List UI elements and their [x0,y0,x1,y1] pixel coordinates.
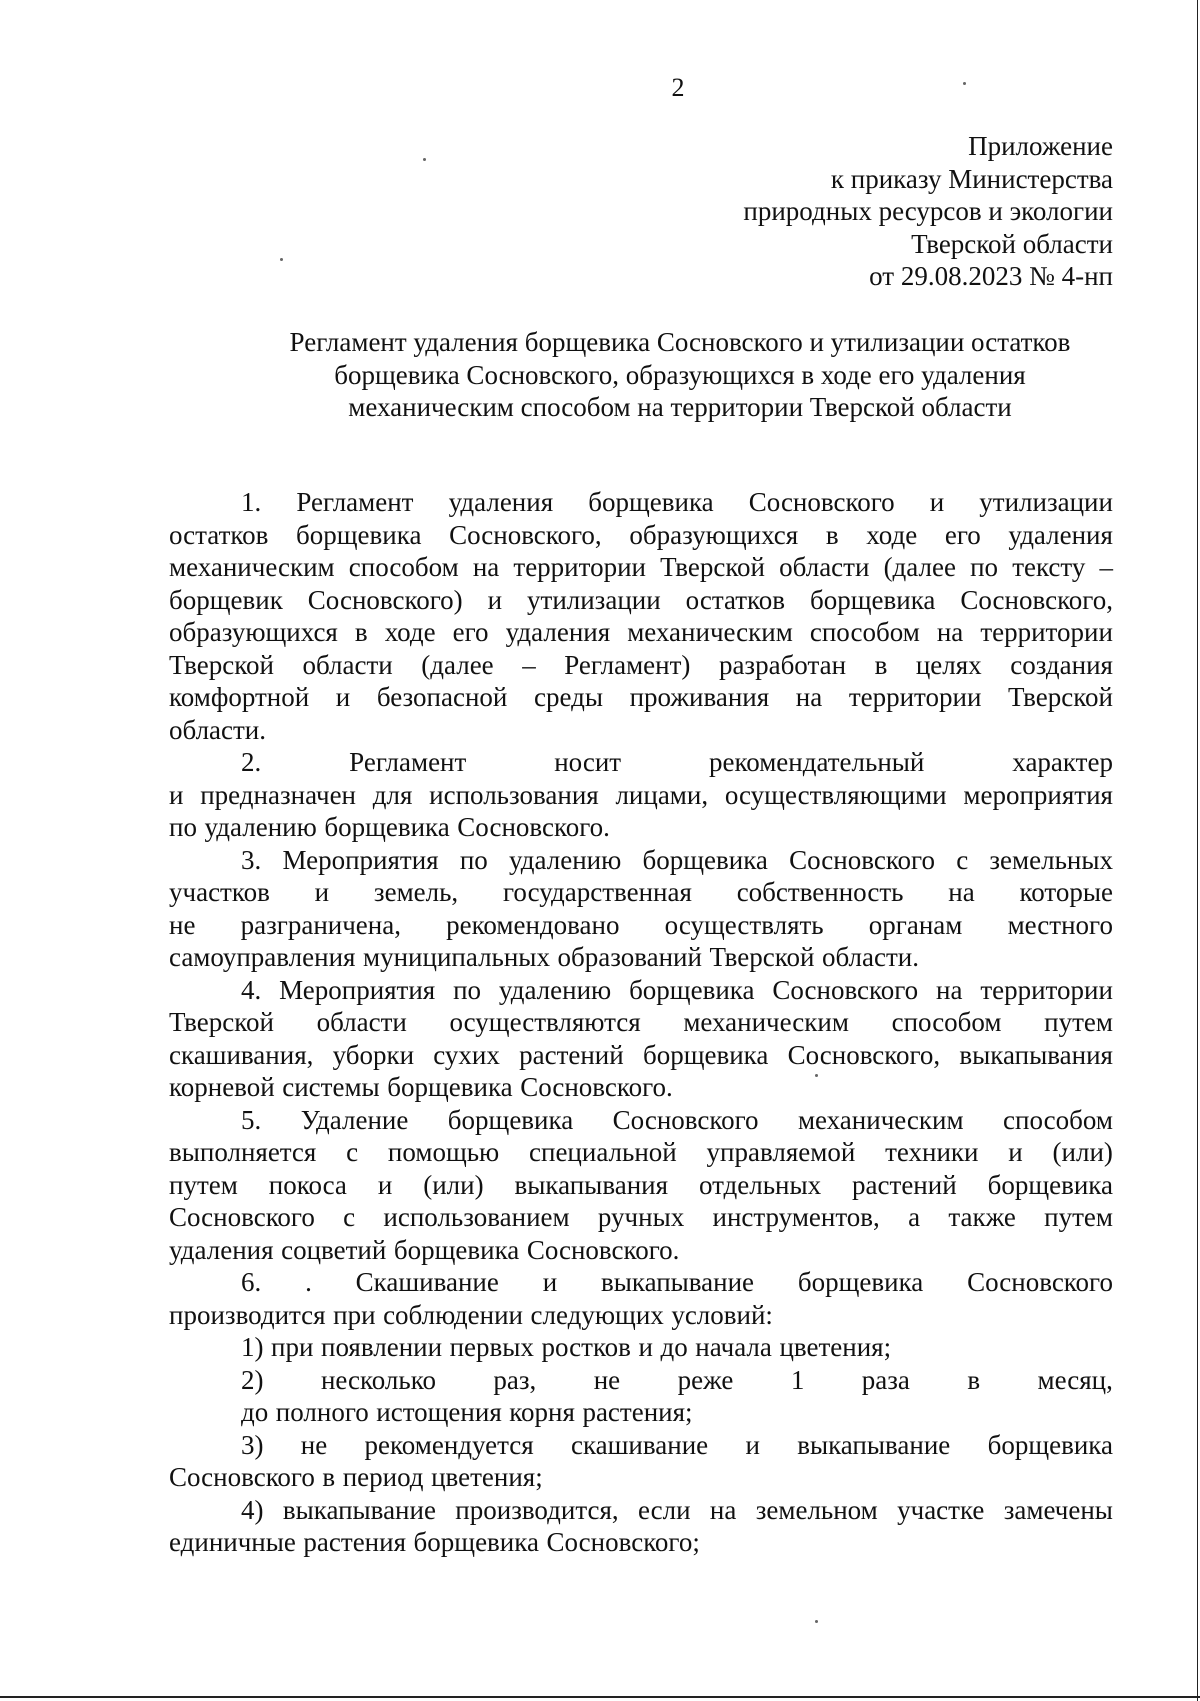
body-word: Сосновского) [307,584,463,615]
body-word: – [1099,552,1113,582]
body-word: борщевика [797,1267,924,1297]
body-word: борщевика [642,1039,769,1070]
body-word: борщевика [393,1234,520,1265]
body-word: условий: [671,1299,773,1330]
body-word: растения [303,1527,406,1557]
body-line [169,1494,1113,1527]
body-line [169,584,1113,617]
body-word: в [322,1462,336,1492]
body-line [169,1299,1113,1332]
body-word: и [335,682,351,712]
body-word: не [593,1364,621,1395]
body-line [169,909,1113,942]
body-word: Сосновского [169,1462,315,1492]
title-line: борщевика Сосновского, образующихся в ходе его удаления [334,359,1026,390]
appendix-line: от 29.08.2023 № 4-нп [869,261,1113,291]
body-line [169,616,1113,649]
body-word: и [542,1267,558,1297]
body-word: на [948,877,975,907]
body-word: инструментов, [712,1202,880,1232]
body-word: с [343,1202,356,1232]
body-word: истощения [376,1397,502,1427]
body-word: ходе [866,519,918,550]
body-word: осуществляющими [724,779,947,810]
body-word: удалению [508,844,622,875]
body-word: самоуправления [169,942,356,972]
body-word: сухих [433,1039,500,1070]
body-word: 6. [241,1267,262,1297]
body-word: 5. [241,1104,262,1135]
body-word: Сосновского; [546,1527,700,1557]
body-word: (или) [423,1169,484,1200]
title-line: механическим способом на территории Тверской области [348,392,1012,422]
body-word: создания [1010,649,1113,680]
body-word: которые [1019,877,1113,907]
body-word: территории [980,617,1113,647]
body-word: производится, [455,1494,619,1525]
body-word: не [169,909,196,940]
body-line [169,811,1113,844]
body-word: Сосновского [967,1267,1113,1297]
body-word: 1) [241,1332,264,1362]
body-word: остатков [685,584,786,615]
body-word: Скашивание [355,1267,499,1297]
body-word: способом [1003,1104,1113,1135]
body-word: образований [557,942,702,972]
body-word: Тверской [1008,682,1113,712]
body-word: при [271,1332,314,1362]
body-line [169,1526,1113,1559]
body-word: Тверской [169,649,274,680]
body-word: и [487,584,503,615]
body-word: участке [897,1494,985,1525]
body-word: . [305,1267,312,1297]
body-word: соцветий [281,1234,387,1265]
body-word: способом [348,552,459,582]
body-word: выкапывание [282,1494,436,1525]
body-word: Сосновского [169,1202,315,1232]
body-word: проживания [629,682,770,712]
body-word: по [459,844,488,875]
body-word: разграничена, [240,909,401,940]
body-word: земель, [373,877,459,907]
body-word: территории [848,682,982,712]
body-word: по [970,552,999,582]
body-word: образующихся [629,519,799,550]
body-word: в [354,617,368,647]
body-word: территории [513,552,646,582]
body-word: Сосновского, [787,1039,941,1070]
body-word: и [377,1169,393,1200]
body-word: целях [915,649,982,680]
body-line [169,1266,1113,1299]
body-line [169,1364,1113,1397]
body-word: Тверской [169,1007,274,1037]
body-word: удаления [1008,519,1113,550]
body-word: Сосновского. [520,1072,673,1102]
body-word: рекомендуется [364,1429,534,1460]
body-word: области [316,1007,407,1037]
body-word: утилизации [979,487,1113,517]
body-word: системы [282,1072,380,1102]
body-word: для [372,779,413,810]
body-line [169,649,1113,682]
body-word: использования [429,779,599,810]
body-word: в [825,519,839,550]
title-line: Регламент удаления борщевика Сосновского и утилизации остатков [289,327,1071,357]
body-word: 1. [241,487,262,517]
body-word: Регламент [296,487,414,517]
document-title [170,326,1190,424]
body-word: на [936,974,963,1005]
body-word: скашивание [570,1429,709,1460]
body-word: механическим [683,1007,849,1037]
body-word: борщевика [987,1429,1113,1460]
body-line [169,1071,1113,1104]
body-word: комфортной [169,682,310,712]
body-word: характер [1012,747,1113,777]
body-word: рекомендовано [446,909,620,940]
body-word: на [795,682,823,712]
page-number: 2 [671,73,685,102]
body-word: 3) [241,1429,264,1460]
body-word: механическим [169,552,335,582]
body-word: производится [169,1299,326,1330]
body-line [169,551,1113,584]
body-line [169,714,1113,747]
body-word: и [638,1332,653,1362]
body-word: земельных [989,844,1113,875]
body-word: месяц, [1037,1364,1113,1395]
body-word: единичные [169,1527,296,1557]
body-line [169,1039,1113,1072]
body-word: корневой [169,1072,275,1102]
body-line [169,1104,1113,1137]
body-word: Тверской [709,942,815,972]
body-word: 1 [790,1364,805,1395]
body-word: борщевика [642,844,768,875]
body-word: механическим [797,1104,964,1135]
body-word: территории [980,974,1113,1005]
body-word: осуществляются [449,1007,641,1037]
body-word: при [333,1299,376,1330]
body-word: путем [169,1169,238,1200]
body-word: борщевика [296,519,422,550]
body-word: безопасной [376,682,508,712]
body-word: удалению [204,812,317,842]
body-word: покоса [268,1169,347,1200]
body-word: по [169,812,197,842]
scan-edge [0,1696,1200,1698]
body-word: в [874,649,888,680]
body-word: а [908,1202,921,1232]
body-word: техники [885,1137,979,1167]
body-word: области [302,649,393,680]
body-word: Сосновского, [960,584,1113,615]
body-line [169,974,1113,1007]
body-word: выкапывание [600,1267,755,1297]
body-word: с [956,844,969,875]
body-word: путем [1044,1007,1113,1037]
body-word: Регламент) [564,649,691,680]
body-word: Мероприятия [279,974,436,1005]
body-word: использованием [383,1202,570,1232]
body-word: Регламент [349,747,467,777]
body-word: путем [1044,1202,1113,1232]
body-word: Сосновского. [526,1234,680,1265]
body-word: участков [169,877,270,907]
body-word: ходе [384,617,436,647]
body-word: борщевик [169,584,283,615]
body-word: раз, [493,1364,537,1395]
body-word: на [709,1494,737,1525]
body-word: Сосновского [789,844,935,875]
body-word: борщевика [810,584,936,615]
body-word: борщевика [588,487,714,517]
body-word: период [342,1462,424,1492]
body-word: на [472,552,500,582]
body-word: растения; [582,1397,693,1427]
body-word: и [1008,1137,1023,1167]
body-word: борщевика [629,974,755,1005]
body-line [169,1136,1113,1169]
body-line [169,941,1113,974]
body-word: появлении [321,1332,443,1362]
body-word: способом [891,1007,1002,1037]
body-line [169,1006,1113,1039]
body-word: цветения; [779,1332,892,1362]
body-word: Сосновского [748,487,895,517]
body-word: области [779,552,870,582]
body-line [169,779,1113,812]
body-word: механическим [627,617,793,647]
body-word: среды [533,682,603,712]
body-word: помощью [387,1137,500,1167]
body-word: Сосновского. [457,812,610,842]
body-word: соблюдении [383,1299,523,1330]
scan-speck [815,1074,818,1077]
scan-speck [280,258,283,261]
appendix-line: Тверской области [911,228,1113,259]
body-word: предназначен [200,779,356,810]
body-line [169,519,1113,552]
body-word: Сосновского [772,974,919,1005]
body-word: удаления [169,1234,274,1265]
body-word: до [241,1397,269,1427]
body-word: рекомендательный [709,747,925,777]
body-word: утилизации [527,584,661,615]
body-word: местного [1007,909,1113,940]
body-word: Мероприятия [282,844,439,875]
body-word: выкапывания [959,1039,1113,1070]
scan-speck [815,1620,818,1623]
body-line [169,681,1113,714]
body-word: его [944,519,981,550]
body-line [169,1396,1113,1429]
body-word: полного [275,1397,369,1427]
body-word: борщевика [324,812,450,842]
body-line [169,876,1113,909]
appendix-line: к приказу Министерства [830,163,1113,194]
body-line [169,844,1113,877]
body-word: носит [554,747,622,777]
body-word: земельном [755,1494,878,1525]
body-word: государственная [503,877,692,907]
body-line [169,1234,1113,1267]
body-word: борщевика [413,1527,539,1557]
body-word: уборки [332,1039,415,1070]
body-word: выкапывания [514,1169,669,1200]
body-word: до [660,1332,688,1362]
body-word: (далее [883,552,956,582]
body-word: и [929,487,945,517]
body-word: осуществлять [664,909,824,940]
body-word: остатков [169,519,269,550]
body-word: 4. [241,974,262,1005]
body-word: удаления [505,617,611,647]
body-word: борщевика [987,1169,1113,1200]
body-word: Сосновского, [449,519,602,550]
body-word: борщевика [387,1072,513,1102]
body-word: разработан [718,649,847,680]
body-word: борщевика [447,1104,574,1135]
body-word: Сосновского [612,1104,759,1135]
body-word: растений [519,1039,624,1070]
body-word: растений [852,1169,957,1200]
body-word: и [745,1429,760,1460]
body-word: удалению [498,974,612,1005]
body-word: в [967,1364,981,1395]
body-word: с [346,1137,359,1167]
document-body [169,486,1113,1559]
scan-edge [1197,0,1198,1701]
body-word: и [169,779,184,810]
body-word: тексту [1012,552,1086,582]
body-word: – [522,649,536,680]
body-word: (далее [421,649,494,680]
body-word: ручных [597,1202,685,1232]
body-word: (или) [1052,1137,1113,1167]
body-word: начала [695,1332,772,1362]
body-word: скашивания, [169,1039,314,1070]
scan-speck [963,82,966,85]
body-word: 3. [241,844,262,875]
body-word: на [936,617,964,647]
body-word: Тверской [660,552,766,582]
scan-speck [423,158,426,161]
appendix-line: Приложение [968,131,1113,161]
body-word: раза [861,1364,910,1395]
body-word: замечены [1003,1494,1113,1525]
body-word: 2. [241,747,262,777]
body-line [169,1429,1113,1462]
body-word: выполняется [169,1137,317,1167]
body-word: следующих [530,1299,664,1330]
body-word: собственность [736,877,904,907]
body-word: способом [809,617,920,647]
body-word: Удаление [300,1104,409,1135]
body-word: цветения; [431,1462,543,1492]
body-line [169,746,1113,779]
body-word: реже [677,1364,734,1395]
body-word: 4) [241,1494,264,1525]
body-word: мероприятия [963,779,1113,810]
body-word: первых [449,1332,534,1362]
body-line [169,486,1113,519]
body-line [169,1331,1113,1364]
appendix-header [513,130,1113,293]
body-word: по [453,974,482,1005]
body-word: корня [509,1397,575,1427]
body-word: управляемой [706,1137,856,1167]
body-word: не [300,1429,328,1460]
body-word: также [948,1202,1016,1232]
body-word: органам [868,909,963,940]
body-line [169,1169,1113,1202]
body-word: его [452,617,489,647]
body-word: области. [169,714,267,745]
body-word: отдельных [698,1169,822,1200]
body-line [169,1461,1113,1494]
body-word: области. [821,942,919,972]
body-word: образующихся [169,617,338,647]
body-word: и [314,877,330,907]
appendix-line: природных ресурсов и экологии [743,196,1113,226]
body-line [169,1201,1113,1234]
body-word: 2) [241,1364,264,1395]
body-word: специальной [529,1137,677,1167]
body-word: если [637,1494,691,1525]
body-word: удаления [448,487,554,517]
body-word: муниципальных [363,942,550,972]
body-word: несколько [320,1364,436,1395]
body-word: ростков [541,1332,631,1362]
body-word: выкапывание [797,1429,951,1460]
body-word: лицами, [615,779,709,810]
